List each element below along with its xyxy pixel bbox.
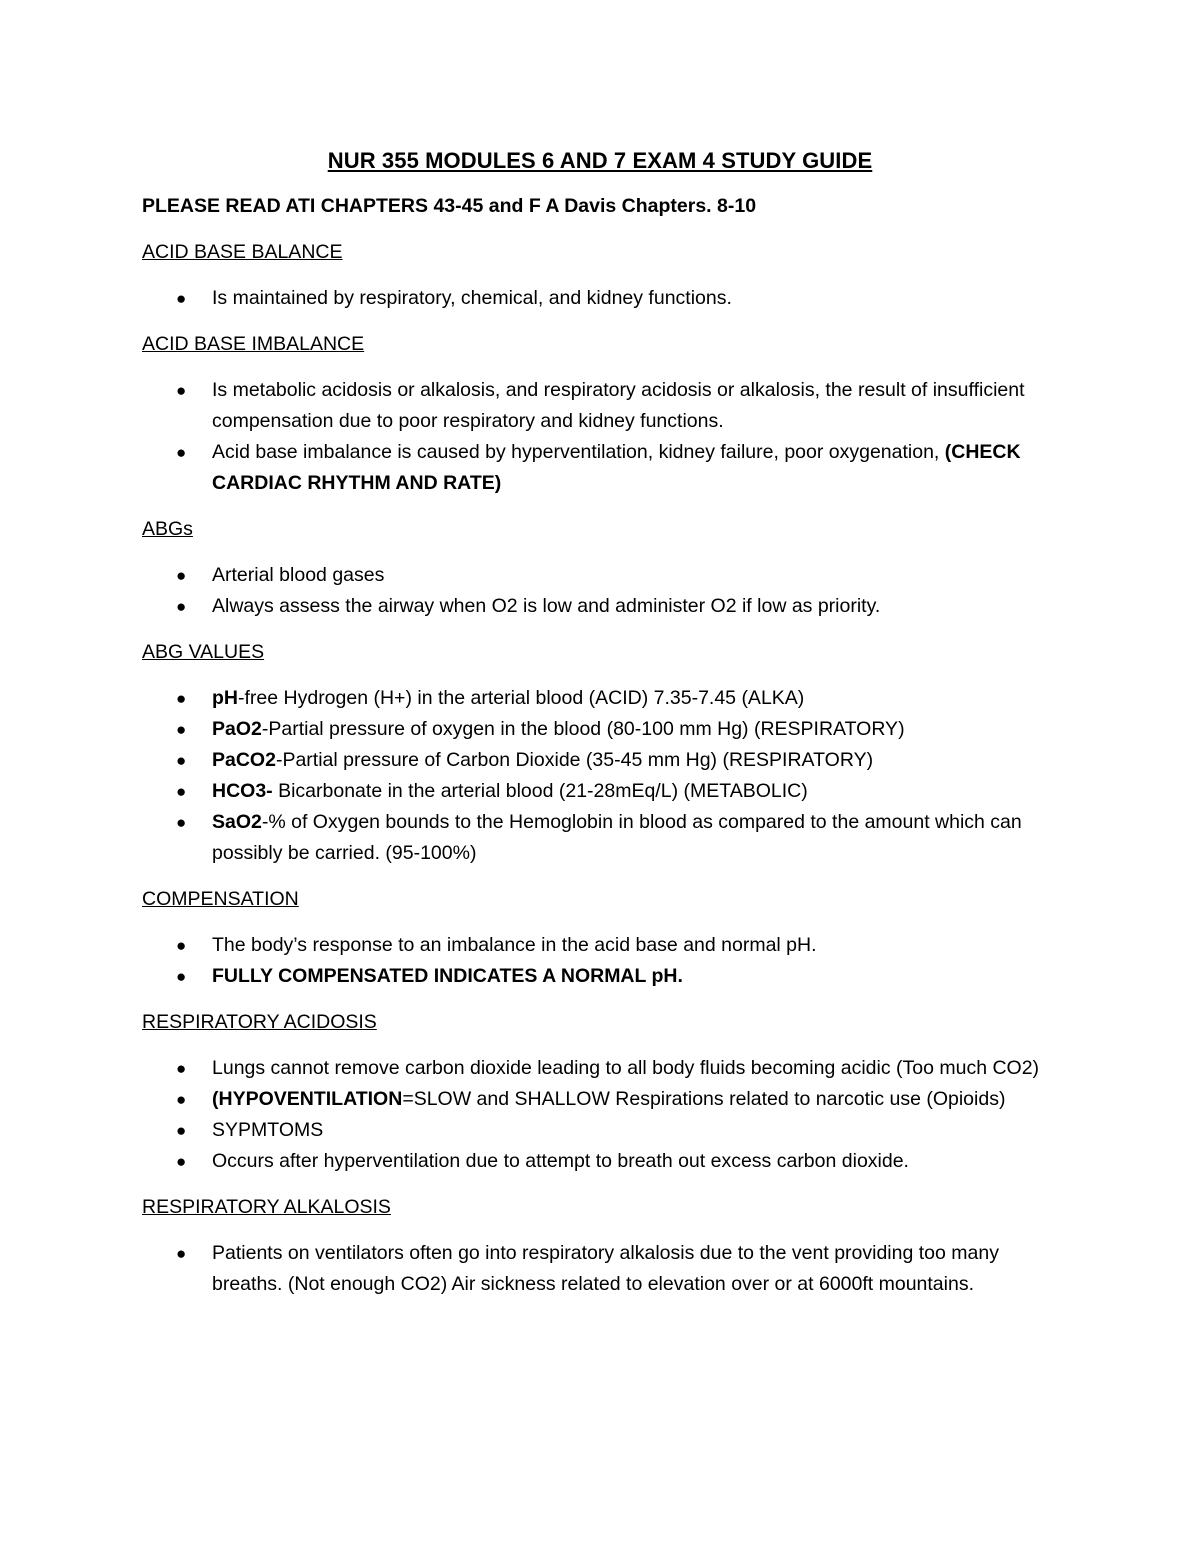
- bold-term: PaCO2: [212, 749, 276, 771]
- bullet-icon: ●: [176, 1244, 187, 1263]
- item-text: -free Hydrogen (H+) in the arterial blood (ACID) 7.35-7.45 (ALKA): [238, 687, 805, 709]
- bullet-icon: ●: [176, 597, 187, 616]
- bullet-icon: ●: [176, 381, 187, 400]
- list-item: [142, 714, 1058, 745]
- list-item: [142, 745, 1058, 776]
- bold-term: PaO2: [212, 718, 262, 740]
- bullet-list: [142, 283, 1058, 314]
- item-text: Patients on ventilators often go into respiratory alkalosis due to the vent providing too many breaths. (Not enough CO2) Air sickness related to elevation over or at 6000ft mountains.: [212, 1242, 999, 1295]
- list-item: [142, 1238, 1058, 1300]
- section-heading: ACID BASE BALANCE: [142, 241, 343, 263]
- bullet-icon: ●: [176, 1059, 187, 1078]
- bullet-icon: ●: [176, 289, 187, 308]
- bullet-list: [142, 560, 1058, 622]
- page-title: NUR 355 MODULES 6 AND 7 EXAM 4 STUDY GUIDE: [327, 148, 873, 173]
- list-item: [142, 776, 1058, 807]
- item-text: -Partial pressure of oxygen in the blood (80-100 mm Hg) (RESPIRATORY): [261, 718, 905, 740]
- list-item: [142, 930, 1058, 961]
- section-heading: RESPIRATORY ALKALOSIS: [142, 1196, 391, 1218]
- item-text: Occurs after hyperventilation due to attempt to breath out excess carbon dioxide.: [212, 1150, 909, 1172]
- list-item: [142, 1053, 1058, 1084]
- bold-term: pH: [212, 687, 238, 709]
- section-heading: ABGs: [142, 518, 193, 540]
- list-item: [142, 1115, 1058, 1146]
- bold-term: SaO2: [212, 811, 262, 833]
- list-item: [142, 1084, 1058, 1115]
- item-text: Acid base imbalance is caused by hyperventilation, kidney failure, poor oxygenation,: [212, 441, 945, 463]
- bullet-icon: ●: [176, 751, 187, 770]
- list-item: [142, 591, 1058, 622]
- bullet-icon: ●: [176, 936, 187, 955]
- bold-term: HCO3-: [212, 780, 273, 802]
- list-item: [142, 961, 1058, 992]
- bold-note: (CHECK CARDIAC RHYTHM AND RATE): [212, 441, 1021, 494]
- section-heading: ABG VALUES: [142, 641, 265, 663]
- bullet-icon: ●: [176, 782, 187, 801]
- item-text: -% of Oxygen bounds to the Hemoglobin in blood as compared to the amount which can possibly be carried. (95-100%): [212, 811, 1022, 864]
- bullet-list: [142, 1238, 1058, 1300]
- item-text: -Partial pressure of Carbon Dioxide (35-45 mm Hg) (RESPIRATORY): [275, 749, 874, 771]
- bullet-list: [142, 930, 1058, 992]
- item-text: Is maintained by respiratory, chemical, and kidney functions.: [212, 287, 732, 309]
- list-item: [142, 683, 1058, 714]
- bullet-icon: ●: [176, 443, 187, 462]
- document-content: [142, 145, 1058, 1315]
- section-heading: ACID BASE IMBALANCE: [142, 333, 365, 355]
- section-heading: COMPENSATION: [142, 888, 299, 910]
- bold-term: (HYPOVENTILATION: [212, 1088, 403, 1110]
- item-text: Bicarbonate in the arterial blood (21-28mEq/L) (METABOLIC): [272, 780, 808, 802]
- item-text: Always assess the airway when O2 is low and administer O2 if low as priority.: [212, 595, 881, 617]
- item-text: Is metabolic acidosis or alkalosis, and respiratory acidosis or alkalosis, the result of insufficient compensation due to poor respiratory and kidney functions.: [212, 379, 1025, 432]
- bullet-list: [142, 683, 1058, 869]
- item-text: Arterial blood gases: [212, 564, 385, 586]
- bold-term: FULLY COMPENSATED INDICATES A NORMAL pH.: [212, 965, 683, 987]
- sections-container: [142, 237, 1058, 1300]
- list-item: [142, 375, 1058, 437]
- item-text: SYPMTOMS: [212, 1119, 324, 1141]
- bullet-list: [142, 375, 1058, 499]
- bullet-icon: ●: [176, 1121, 187, 1140]
- bullet-icon: ●: [176, 566, 187, 585]
- reading-instructions: PLEASE READ ATI CHAPTERS 43-45 and F A Davis Chapters. 8-10: [142, 195, 757, 217]
- bullet-icon: ●: [176, 1152, 187, 1171]
- list-item: [142, 437, 1058, 499]
- bullet-list: [142, 1053, 1058, 1177]
- list-item: [142, 807, 1058, 869]
- bullet-icon: ●: [176, 689, 187, 708]
- bullet-icon: ●: [176, 967, 187, 986]
- list-item: [142, 283, 1058, 314]
- item-text: Lungs cannot remove carbon dioxide leading to all body fluids becoming acidic (Too much CO2): [212, 1057, 1040, 1079]
- section-heading: RESPIRATORY ACIDOSIS: [142, 1011, 377, 1033]
- item-text: =SLOW and SHALLOW Respirations related to narcotic use (Opioids): [402, 1088, 1006, 1110]
- bullet-icon: ●: [176, 813, 187, 832]
- list-item: [142, 1146, 1058, 1177]
- bullet-icon: ●: [176, 1090, 187, 1109]
- item-text: The body’s response to an imbalance in the acid base and normal pH.: [212, 934, 817, 956]
- bullet-icon: ●: [176, 720, 187, 739]
- list-item: [142, 560, 1058, 591]
